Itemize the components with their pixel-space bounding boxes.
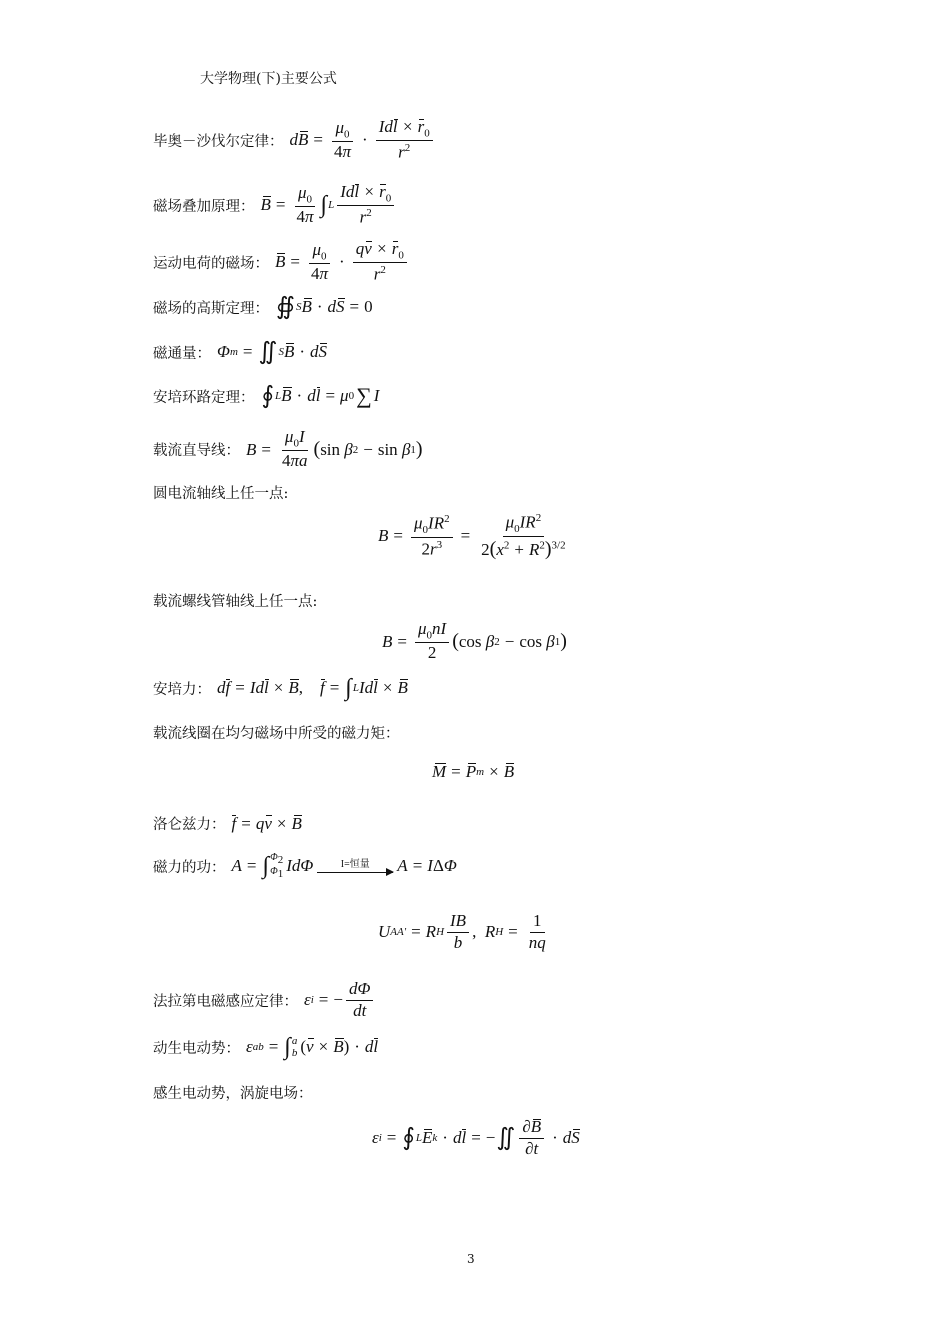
- equation-ampere-loop: ∮ L B · d l = μ 0 ∑ I: [261, 383, 380, 409]
- formula-moving-charge: [153, 240, 410, 285]
- equation-ring-axis: B = $\frac{\mu_0IR^2}{2r^3}$ = $\frac{\mu_0IR^2}{2(x^2 + R^2)^{3/2}}$: [378, 512, 566, 561]
- formula-work: [153, 852, 457, 880]
- equation-induced: ε i = ∮ L E k · d l = − ∬ $\frac{\partial B}{\partial t}$ · d S: [372, 1117, 580, 1158]
- label-ampere-force: 安培力：: [153, 681, 211, 698]
- equation-ampere-force: d f = Id l × B , f = ∫ L Id l × B: [217, 675, 408, 701]
- label-faraday: 法拉第电磁感应定律：: [153, 993, 298, 1010]
- label-lorentz: 洛仑兹力：: [153, 817, 226, 833]
- equation-moving-charge: B = $\frac{\mu_0}{4\pi}$ · $\frac{qv \times r_0}{r^2}$: [275, 240, 410, 285]
- label-ring-axis: 圆电流轴线上任一点:: [153, 486, 289, 502]
- formula-ring-axis-label: [153, 482, 294, 503]
- label-biot-savart: 毕奥－沙伐尔定律：: [153, 133, 284, 150]
- formula-superposition: [153, 183, 397, 228]
- equation-torque: M = P m × B: [432, 762, 515, 781]
- formula-gauss: [153, 295, 373, 319]
- label-solenoid-axis: 载流螺线管轴线上任一点:: [153, 594, 318, 610]
- equation-faraday: ε i = − $\frac{d\Phi}{dt}$: [304, 980, 376, 1020]
- page-header: 大学物理(下)主要公式: [200, 71, 337, 87]
- label-flux: 磁通量：: [153, 345, 211, 362]
- equation-straight-wire: B = $\frac{\mu_0I}{4\pi a}$ ( sin β 2 − sin β 1 ): [246, 427, 423, 471]
- formula-ampere-loop: [153, 383, 379, 409]
- label-motional: 动生电动势：: [153, 1040, 240, 1057]
- formula-solenoid-label: [153, 590, 323, 611]
- formula-flux: [153, 340, 327, 364]
- arrow-constant-current: [317, 860, 393, 873]
- label-straight-wire: 载流直导线：: [153, 443, 240, 460]
- equation-lorentz: f = q v × B: [231, 813, 302, 833]
- label-superposition: 磁场叠加原理：: [153, 198, 255, 215]
- equation-work: A = ∫ $\Phi_2$ $\Phi_1$ IdΦ I=恒量 A = I Δ Φ: [231, 852, 457, 881]
- label-moving-charge: 运动电荷的磁场：: [153, 255, 269, 272]
- label-ampere-loop: 安培环路定理：: [153, 389, 255, 406]
- formula-induced-label: [153, 1082, 319, 1103]
- formula-motional: [153, 1035, 378, 1059]
- label-induced: 感生电动势，涡旋电场：: [153, 1086, 313, 1102]
- equation-motional: ε ab = ∫ a b ( v × B ) · d l: [246, 1034, 379, 1061]
- formula-lorentz: [153, 813, 302, 834]
- page-number: 3: [467, 1252, 475, 1266]
- equation-superposition: B = $\frac{\mu_0}{4\pi}$ ∫ L $\frac{Idl \times r_0}{r^2}$: [261, 183, 398, 228]
- label-work: 磁力的功：: [153, 859, 226, 876]
- formula-biot-savart: [153, 118, 436, 163]
- equation-solenoid: B = $\frac{\mu_0nI}{2}$ ( cos β 2 − cos β 1 ): [382, 619, 567, 663]
- formula-ampere-force: [153, 676, 408, 700]
- label-torque: 载流线圈在均匀磁场中所受的磁力矩：: [153, 726, 400, 742]
- equation-flux: Φ m = ∬ S B · d S: [217, 339, 327, 365]
- formula-faraday: [153, 980, 376, 1020]
- formula-torque-label: [153, 722, 406, 743]
- equation-gauss: ∯ S B · d S = 0: [276, 294, 373, 320]
- equation-hall: U AA' = R H $\frac{IB}{b}$ , R H = $\frac{1}{nq}$: [378, 911, 546, 952]
- equation-biot-savart: d B = $\frac{\mu_0}{4\pi}$ · $\frac{Idl \times r_0}{r^2}$: [290, 118, 436, 163]
- label-gauss: 磁场的高斯定理：: [153, 300, 269, 317]
- arrow-label: I=恒量: [340, 858, 370, 870]
- formula-straight-wire: [153, 428, 423, 471]
